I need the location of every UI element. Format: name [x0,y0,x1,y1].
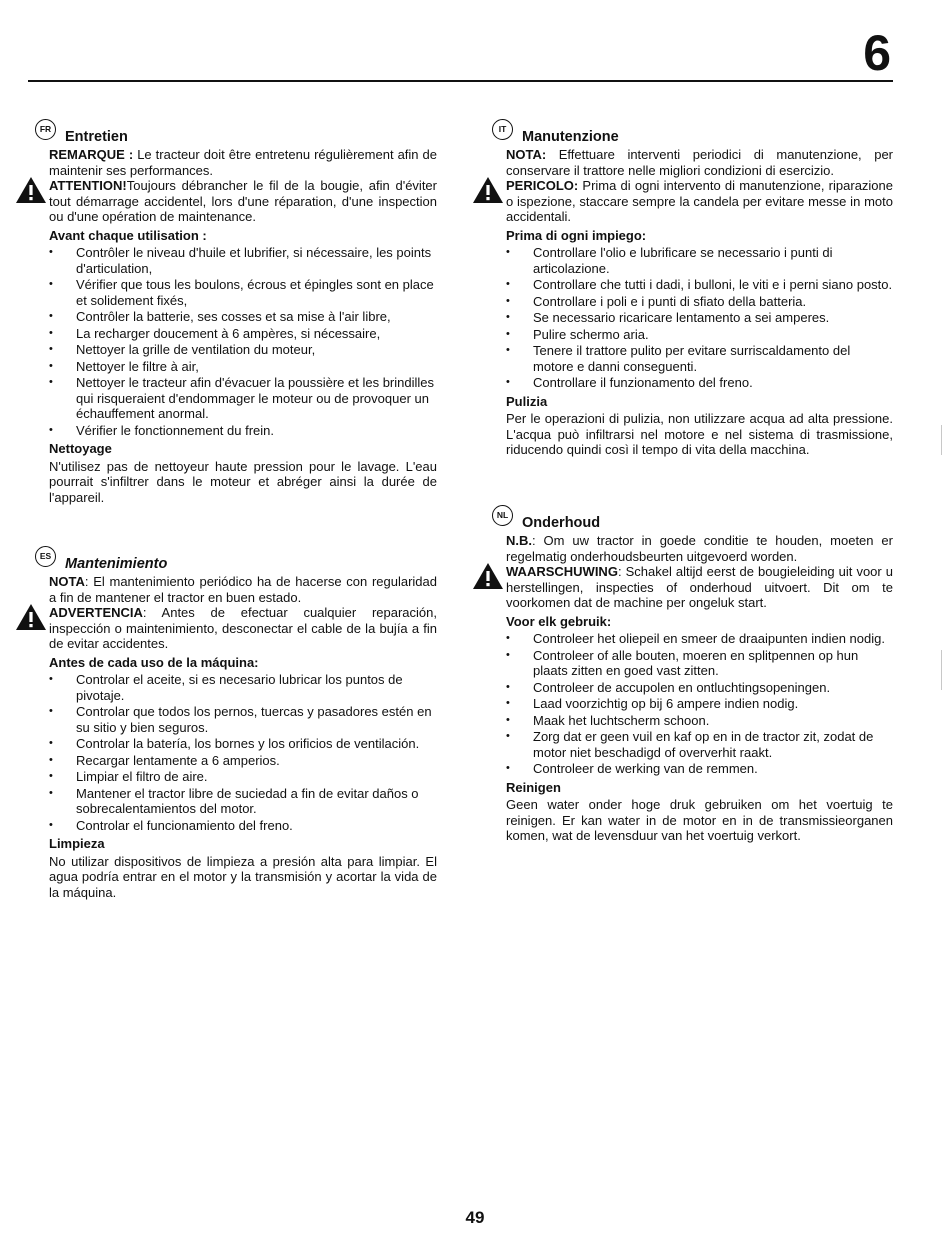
warning-block [506,178,893,225]
warning-text: Toujours débrancher le fil de la bougie, afin d'éviter tout démarrage accidentel, lors d'une réparation, d'une inspection ou d'une opération de maintenance. [49,178,437,224]
section-fr [39,124,438,505]
list-item: • Recargar lentamente a 6 amperios. [49,753,437,769]
maintenance-list [49,245,437,438]
section-title-text: Mantenimiento [65,556,168,572]
before-use-heading: Antes de cada uso de la máquina: [49,654,259,670]
language-badge-icon: IT [492,119,513,140]
list-item: • Controlar la batería, los bornes y los orificios de ventilación. [49,736,437,752]
cleaning-paragraph: Geen water onder hoge druk gebruiken om het voertuig te reinigen. Er kan water in de motor en in de transmissieorganen komen, wat de levensduur van het voertuig verkort. [506,797,893,843]
language-badge-icon: NL [492,505,513,526]
section-title [496,510,893,532]
language-badge-icon: ES [35,546,56,567]
list-item: • Controlar el funcionamiento del freno. [49,818,437,834]
list-item: • Limpiar el filtro de aire. [49,769,437,785]
warning-triangle-icon [472,562,504,590]
cleaning-heading: Limpieza [49,836,105,851]
warning-text: : Schakel altijd eerst de bougieleiding uit voor u herstellingen, inspecties of onderhoud uitvoert. Dit om te voorkomen dat de machine per ongeluk start. [506,564,893,610]
section-title [39,551,437,573]
page-number: 49 [465,1208,485,1227]
list-item: • Maak het luchtscherm schoon. [506,713,893,729]
warning-label: WAARSCHUWING [506,564,618,579]
warning-block [49,605,437,652]
list-item: • La recharger doucement à 6 ampères, si nécessaire, [49,326,437,342]
note-label: NOTA [49,574,85,589]
warning-triangle-icon [15,603,47,631]
section-es [39,551,437,900]
list-item: • Vérifier que tous les boulons, écrous et épingles sont en place et solidement fixés, [49,277,437,308]
list-item: • Nettoyer le filtre à air, [49,359,437,375]
section-nl [496,510,893,844]
warning-block [506,564,893,611]
cleaning-paragraph: No utilizar dispositivos de limpieza a presión alta para limpiar. El agua podría entrar en el motor y la transmisión y acortar la vida de la máquina. [49,853,437,900]
maintenance-list [506,245,893,391]
chapter-number: 6 [863,25,892,81]
list-item: • Mantener el tractor libre de suciedad a fin de evitar daños o sobrecalentamientos del motor. [49,786,437,817]
warning-label: ADVERTENCIA [49,605,143,620]
list-item: • Controlar que todos los pernos, tuercas y pasadores estén en su sitio y bien seguros. [49,704,437,735]
list-item: • Controleer de werking van de remmen. [506,761,893,777]
list-item: • Controleer of alle bouten, moeren en splitpennen op hun plaats zitten en goed vast zitten. [506,648,893,679]
scan-edge-mark [941,650,942,690]
note-text: Le tracteur doit être entretenu régulièrement afin de maintenir ses performances. [49,147,438,178]
cleaning-heading: Nettoyage [49,441,112,456]
note-label: N.B. [506,533,532,548]
note-paragraph [506,147,893,178]
note-label: NOTA: [506,147,547,162]
note-text: : Om uw tractor in goede conditie te houden, moeten er regelmatig onderhoudsbeurten uitgevoerd worden. [506,533,893,564]
list-item: • Laad voorzichtig op bij 6 ampere indien nodig. [506,696,893,712]
note-text: : El mantenimiento periódico ha de hacerse con regularidad a fin de mantener el tractor en buen estado. [49,574,437,605]
language-badge-icon: FR [35,119,56,140]
list-item: • Tenere il trattore pulito per evitare surriscaldamento del motore e danni conseguenti. [506,343,893,374]
before-use-heading: Voor elk gebruik: [506,613,612,629]
cleaning-heading: Reinigen [506,779,561,795]
list-item: • Contrôler la batterie, ses cosses et sa mise à l'air libre, [49,309,437,325]
cleaning-heading: Pulizia [506,393,548,409]
list-item: • Zorg dat er geen vuil en kaf op en in de tractor zit, zodat de motor niet beschadigd of oververhit raakt. [506,729,893,760]
before-use-heading: Prima di ogni impiego: [506,227,647,243]
list-item: • Controleer de accupolen en ontluchtingsopeningen. [506,680,893,696]
list-item: • Controllare i poli e i punti di sfiato della batteria. [506,294,893,310]
warning-label: ATTENTION! [49,178,127,193]
list-item: • Contrôler le niveau d'huile et lubrifier, si nécessaire, les points d'articulation, [49,245,437,276]
section-title-text: Manutenzione [522,129,619,145]
header-rule [28,80,893,82]
warning-block [49,178,437,225]
note-paragraph [506,533,893,564]
list-item: • Vérifier le fonctionnement du frein. [49,423,437,439]
warning-triangle-icon [472,176,504,204]
list-item: • Controllare che tutti i dadi, i bulloni, le viti e i perni siano posto. [506,277,893,293]
list-item: • Se necessario ricaricare lentamento a sei amperes. [506,310,893,326]
section-title [498,124,893,146]
warning-triangle-icon [15,176,47,204]
note-text: Effettuare interventi periodici di manutenzione, per conservare il trattore nelle migliori condizioni di esercizio. [506,147,893,178]
section-title [39,124,437,146]
list-item: • Controlar el aceite, si es necesario lubricar los puntos de pivotaje. [49,672,437,703]
section-title-text: Onderhoud [522,515,601,531]
before-use-heading: Avant chaque utilisation : [49,227,207,243]
cleaning-paragraph: N'utilisez pas de nettoyeur haute pression pour le lavage. L'eau pourrait s'infiltrer dans le moteur et abréger ainsi la durée de l'appareil. [49,458,437,505]
scan-edge-mark [941,425,942,455]
note-label: REMARQUE : [49,147,134,162]
warning-label: PERICOLO: [506,178,579,193]
warning-text: Prima di ogni intervento di manutenzione, riparazione o ispezione, staccare sempre la candela per evitare messe in moto accidentali. [506,178,893,224]
section-it [498,124,893,458]
warning-text: : Antes de efectuar cualquier reparación, inspección o maintenimiento, desconectar el cable de la bujía a fin de evitar accidentes. [49,605,437,651]
cleaning-paragraph: Per le operazioni di pulizia, non utilizzare acqua ad alta pressione. L'acqua può infiltrarsi nel motore e nel sistema di trasmissione, riducendo quindi così il tempo di vita della macchina. [506,411,893,457]
list-item: • Controllare il funzionamento del freno. [506,375,893,391]
maintenance-list [49,672,437,833]
list-item: • Nettoyer le tracteur afin d'évacuer la poussière et les brindilles qui risqueraient d'endommager le moteur ou de provoquer un échauffement anormal. [49,375,437,422]
section-title-text: Entretien [65,129,128,145]
note-paragraph [49,147,437,178]
list-item: • Pulire schermo aria. [506,327,893,343]
note-paragraph [49,574,437,605]
list-item: • Nettoyer la grille de ventilation du moteur, [49,342,437,358]
maintenance-list [506,631,893,777]
list-item: • Controllare l'olio e lubrificare se necessario i punti di articolazione. [506,245,893,276]
list-item: • Controleer het oliepeil en smeer de draaipunten indien nodig. [506,631,893,647]
